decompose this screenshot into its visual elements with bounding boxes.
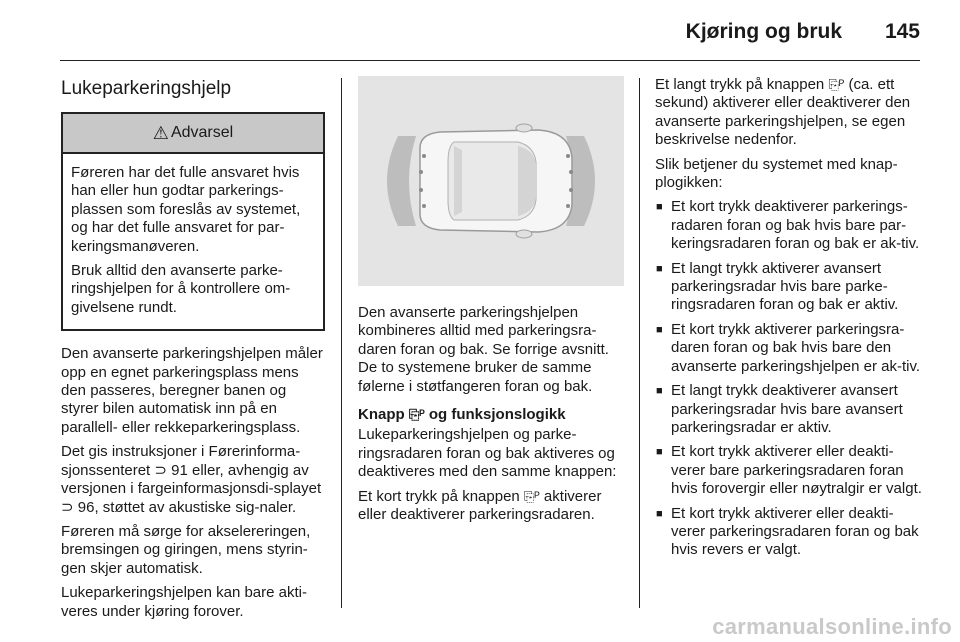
bullet-square-icon: ■ [656, 262, 663, 275]
list-item: ■ Et kort trykk aktiverer parkeringsra-daren foran og bak hvis bare den avanserte parkeringshjelpen er ak-tiv. [656, 320, 921, 375]
section-title: Lukeparkeringshjelp [61, 78, 232, 99]
paragraph: Den avanserte parkeringshjelpen kombineres alltid med parkeringsra-daren foran og bak. Se forrige avsnitt. De to systemene bruker de samme følerne i støtfangeren foran og bak. [358, 304, 609, 395]
paragraph: Føreren må sørge for akselereringen, bremsingen og giringen, mens styrin-gen skjer automatisk. [61, 522, 311, 577]
paragraph: Slik betjener du systemet med knap-plogikken: [655, 155, 898, 192]
mirror-left [516, 124, 532, 132]
text-run: , støttet av akustiske sig-naler. [94, 498, 297, 516]
bullet-list [655, 198, 923, 559]
bullet-square-icon: ■ [656, 446, 663, 459]
warning-paragraph: Føreren har det fulle ansvaret hvis han eller hun godtar parkerings-plassen som foreslås av systemet, og har det fulle ansvaret for par-keringsmanøveren. [71, 164, 301, 255]
page-title: Kjøring og bruk [685, 20, 842, 43]
bullet-square-icon: ■ [656, 201, 663, 214]
page-header [0, 0, 960, 62]
bullet-square-icon: ■ [656, 507, 663, 520]
parking-button-icon: ⎘ᴾ [523, 488, 540, 504]
text-run: aktiverer eller deaktiverer parkeringsradaren. [358, 487, 602, 524]
reference-arrow-icon: ⊃ [154, 461, 167, 479]
text-run: eller, avhengig av versjonen i fargeinformasjonsdi-splayet [61, 461, 322, 498]
bullet-square-icon: ■ [656, 323, 663, 336]
list-item: ■ Et kort trykk aktiverer eller deakti-verer parkeringsradaren foran og bak hvis revers er valgt. [656, 504, 919, 559]
car-illustration-svg [358, 76, 624, 286]
header-divider [60, 60, 920, 61]
parking-button-icon: ⎘ᴾ [408, 407, 425, 423]
bullet-square-icon: ■ [656, 385, 663, 398]
warning-body [63, 154, 323, 329]
paragraph [358, 488, 624, 525]
reference-arrow-icon: ⊃ [61, 498, 74, 516]
paragraph: Lukeparkeringshjelpen og parke-ringsradaren foran og bak aktiveres og deaktiveres med den samme knappen: [358, 426, 617, 481]
warning-header [63, 114, 323, 154]
list-item: ■ Et langt trykk deaktiverer avansert parkeringsradar hvis bare avansert parkeringsradar er aktiv. [656, 382, 903, 436]
text-run: Et kort trykk på knappen [358, 487, 524, 505]
subheading [358, 406, 624, 424]
list-item: ■ Et kort trykk aktiverer eller deakti-verer bare parkeringsradaren foran hvis forovergir eller nøytralgir er valgt. [656, 443, 922, 498]
text-run: og funksjonslogikk [424, 406, 566, 424]
rear-window [454, 146, 462, 216]
column-3 [655, 76, 923, 566]
text-run: (ca. ett sekund) aktiverer eller deaktiverer den avanserte parkeringshjelpen, se egen beskrivelse nedenfor. [655, 76, 911, 149]
column-divider-1 [341, 78, 342, 608]
warning-box [61, 112, 325, 331]
column-1 [61, 78, 325, 627]
parking-button-icon: ⎘ᴾ [828, 77, 845, 92]
mirror-right [516, 230, 532, 238]
paragraph [655, 76, 923, 150]
page-reference-link[interactable]: 91 [171, 461, 188, 479]
page-number: 145 [884, 20, 920, 43]
warning-title: Advarsel [170, 123, 234, 141]
list-item: ■ Et langt trykk aktiverer avansert parkeringsradar hvis bare parke-ringsradaren foran og bak er aktiv. [656, 259, 899, 314]
paragraph: Lukeparkeringshjelpen kan bare akti-veres under kjøring forover. [61, 584, 307, 620]
text-run: Et langt trykk på knappen [655, 76, 829, 93]
rear-sensor-zone [387, 136, 416, 226]
warning-triangle-icon: ⚠ [152, 122, 169, 143]
page-reference-link[interactable]: 96 [77, 498, 95, 516]
text-run: Det gis instruksjoner i Førerinforma-sjonssenteret [61, 443, 301, 479]
paragraph [61, 443, 325, 517]
list-item: ■ Et kort trykk deaktiverer parkerings-radaren foran og bak hvis bare par-keringsradaren foran og bak er ak-tiv. [656, 198, 920, 253]
column-2 [358, 76, 624, 530]
warning-paragraph: Bruk alltid den avanserte parke-ringshjelpen for å kontrollere om-givelsene rundt. [71, 262, 291, 316]
watermark: carmanualsonline.info [712, 614, 952, 639]
column-divider-2 [639, 78, 640, 608]
text-run: Knapp [358, 406, 409, 424]
windshield [518, 146, 536, 216]
car-parking-sensors-illustration [358, 76, 624, 286]
paragraph: Den avanserte parkeringshjelpen måler opp en egnet parkeringsplass mens den passeres, beregner banen og styrer bilen automatisk inn på en parallell- eller rekkeparkeringsplass. [61, 345, 323, 436]
